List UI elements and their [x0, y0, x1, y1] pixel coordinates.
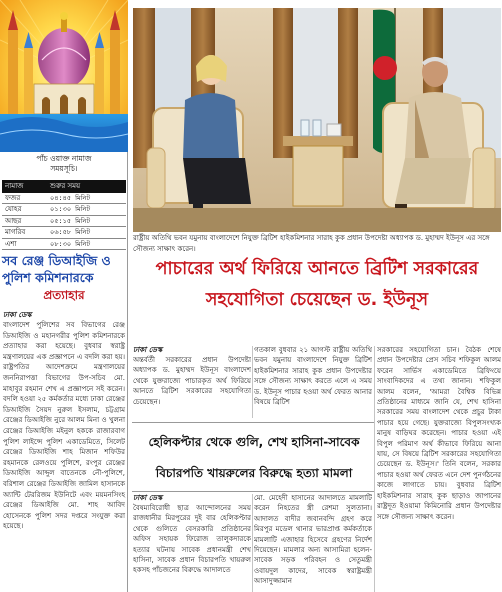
- prayer-header-name: নামাজ: [2, 180, 47, 193]
- side-story-headline: সব রেঞ্জ ডিআইজি ও পুলিশ কমিশনারকে: [2, 253, 111, 285]
- table-row: [2, 204, 126, 216]
- main-story-column-2: [254, 345, 372, 419]
- prayer-time-table: [2, 180, 126, 250]
- second-headline-line1: হেলিকপ্টার থেকে গুলি, শেখ হাসিনা-সাবেক: [148, 435, 360, 449]
- prayer-time: ০৪:৪৫ মিনিট: [47, 193, 126, 204]
- mosque-illustration: [0, 0, 128, 152]
- prayer-time: ০৮:৩০ মিনিট: [47, 238, 126, 250]
- table-row: [2, 193, 126, 204]
- second-headline-line2: বিচারপতি খায়রুলের বিরুদ্ধে হত্যা মামলা: [155, 466, 353, 480]
- main-headline-line1: পাচারের অর্থ ফিরিয়ে আনতে ব্রিটিশ সরকারের: [155, 259, 479, 279]
- prayer-name: মাগরিব: [2, 227, 47, 239]
- meeting-photo: [133, 8, 501, 232]
- prayer-table-header: [2, 180, 126, 193]
- table-row: [2, 215, 126, 227]
- prayer-title-line1: পাঁচ ওয়াক্ত নামাজ: [36, 154, 92, 163]
- prayer-title-line2: সময়সূচি।: [50, 164, 78, 173]
- left-column: [0, 0, 128, 592]
- column-divider: [374, 346, 375, 592]
- prayer-name: আছর: [2, 215, 47, 227]
- column-divider: [252, 346, 253, 418]
- second-story-column-2: [254, 493, 372, 592]
- prayer-name: ফজর: [2, 193, 47, 204]
- second-story-dateline: ঢাকা ডেস্ক: [133, 493, 163, 502]
- prayer-header-time: শুরুর সময়: [47, 180, 126, 193]
- main-story-column-3: [377, 345, 501, 592]
- main-story-dateline: ঢাকা ডেস্ক: [133, 345, 163, 354]
- photo-caption: রাষ্ট্রীয় অতিথি ভবন যমুনায় বাংলাদেশে নিযুক্ত ব্রিটিশ হাইকমিশনার সারাহ কুক প্রধান উপদেষ্টা অধ্যাপক ড. মুহাম্মদ ইউনূস এর সঙ্গে সৌজন্য সাক্ষাৎ করেন।: [133, 234, 490, 253]
- main-headline: [133, 254, 501, 316]
- main-story-text-1: অন্তর্বর্তী সরকারের প্রধান উপদেষ্টা অধ্যাপক ড. মুহাম্মদ ইউনূস বাংলাদেশ থেকে যুক্তরাজ্যে পাচারকৃত অর্থ ফিরিয়ে আনতে ব্রিটিশ সরকারের সহযোগিতা চেয়েছেন।: [133, 356, 251, 406]
- main-story-text-2: গতকাল বুধবার ২১ আগস্ট রাষ্ট্রীয় অতিথি ভবন যমুনায় বাংলাদেশে নিযুক্ত ব্রিটিশ হাইকমিশনার সারাহ কুক প্রধান উপদেষ্টার সঙ্গে সৌজন্য সাক্ষাৎ করতে এলে এ সময় ড. ইউনূস পাচার হওয়া অর্থ ফেরত আনার বিষয়ে ব্রিটিশ: [254, 346, 372, 407]
- column-divider: [252, 494, 253, 592]
- table-row: [2, 227, 126, 239]
- second-story-text-1: বৈষম্যবিরোধী ছাত্র আন্দোলনের সময় রাজধানীর মিরপুরের দুই বার হেলিকপ্টার থেকে গুলিতে বেসরকারি প্রতিষ্ঠানের অফিস সহায়ক ফিরোজ তালুকদারকে হত্যার ঘটনায় সাবেক প্রধানমন্ত্রী শেখ হাসিনা, সাবেক প্রধান বিচারপতি খায়রুল হকসহ পাঁচজনের বিরুদ্ধে আদালতে: [133, 504, 251, 575]
- prayer-name: যোহর: [2, 204, 47, 216]
- second-story-text-2: মো. মেহেদী হাসানের আদালতে মামলাটি করেন নিহতের স্ত্রী রেশমা সুলতানা। আদালত বাদীর জবানবন্দি গ্রহণ করে মিরপুর মডেল থানার ভারপ্রাপ্ত কর্মকর্তাকে মামলাটি এজাহার হিসেবে গ্রহণের নির্দেশ দিয়েছেন। মামলার অন্য আসামিরা হলেন-সাবেক সড়ক পরিবহন ও সেতুমন্ত্রী ওবায়দুল কাদের, সাবেক স্বরাষ্ট্রমন্ত্রী আসাদুজ্জামান: [254, 494, 372, 586]
- main-headline-line2: সহযোগিতা চেয়েছেন ড. ইউনূস: [205, 290, 429, 310]
- second-story-column-1: [133, 493, 251, 592]
- prayer-name: এশা: [2, 238, 47, 250]
- prayer-time: ০১:৩০ মিনিট: [47, 204, 126, 216]
- main-story-column-1: [133, 345, 251, 419]
- side-story-dateline: ঢাকা ডেস্ক: [3, 311, 32, 319]
- table-row: [2, 238, 126, 250]
- main-story-text-3: সরকারের সহযোগিতা চান। বৈঠক শেষে প্রধান উপদেষ্টার প্রেস সচিব শফিকুল আলম ফরেন সার্ভিস একাডেমিতে ব্রিফিংয়ে সাংবাদিকদের এ তথ্য জানান। শফিকুল আলম বলেন, 'আমরা বৈশ্বিক বিভিন্ন প্রতিষ্ঠানের মাধ্যমে জানি যে, শেখ হাসিনা সরকারের সময় বাংলাদেশ থেকে প্রচুর টাকা পাচার হয়ে গেছে। যুক্তরাজ্যে বিপুলসংখ্যক মানুষ বাড়িঘর করেছেন। পাচার হওয়া এই বিপুল পরিমাণ অর্থ কীভাবে ফিরিয়ে আনা যায়, সে বিষয়ে ব্রিটিশ সরকারের সহযোগিতা চেয়েছেন ড. ইউনূস।' তিনি বলেন, সরকার পাচার হওয়া অর্থ ফেরত এনে দেশ পুনর্গঠনের কাজে লাগাতে চায়। বুধবার ব্রিটিশ হাইকমিশনার সারাহ কুক ছাড়াও জাপানের রাষ্ট্রদূত ইওয়ামা কিমিনোরি প্রধান উপদেষ্টার সঙ্গে সৌজন্য সাক্ষাৎ করেন।: [377, 346, 501, 521]
- side-story-body: বাংলাদেশ পুলিশের সব বিভাগের রেঞ্জ ডিআইজি ও মহানগরীর পুলিশ কমিশনারকে প্রত্যাহার করা হয়েছে। বুধবার স্বরাষ্ট্র মন্ত্রণালয়ের এক প্রজ্ঞাপনে এ বদলি করা হয়। রাষ্ট্রপতির আদেশক্রমে মন্ত্রণালয়ের জননিরাপত্তা বিভাগের উপ-সচিব মো. মাহাবুর রহমান শেখ এ প্রজ্ঞাপনে সই করেন। বদলি হওয়া ২৫ কর্মকর্তার মধ্যে ঢাকা রেঞ্জের ডিআইজি সৈয়দ নুরুল ইসলাম, চট্টগ্রাম রেঞ্জের ডিআইজি নুরে আলম মিনা ও খুলনা রেঞ্জের ডিআইজি মইনুল হককে রাজারবাগ পুলিশ লাইন্সে পুলিশ একাডেমিতে, সিলেট রেঞ্জের ডিআইজি শাহ মিজান শফিউর রহমানকে রেলওয়ে পুলিশে, রংপুর রেঞ্জের ডিআইজি আব্দুল বাতেনকে নৌ-পুলিশে, বরিশাল রেঞ্জের ডিআইজি জামিল হাসানকে অ্যান্টি টেররিজম ইউনিটে এবং ময়মনসিংহ রেঞ্জের ডিআইজি মো. শাহ আবিদ হোসেনকে পুলিশ সদর দপ্তরে সংযুক্ত করা হয়েছে।: [3, 321, 125, 531]
- prayer-time: ০৬:৫৮ মিনিট: [47, 227, 126, 239]
- prayer-schedule-title: [0, 154, 128, 174]
- side-story-subhead: প্রত্যাহার: [43, 288, 85, 302]
- second-story-headline: [138, 427, 370, 489]
- prayer-time: ০৫:১৫ মিনিট: [47, 215, 126, 227]
